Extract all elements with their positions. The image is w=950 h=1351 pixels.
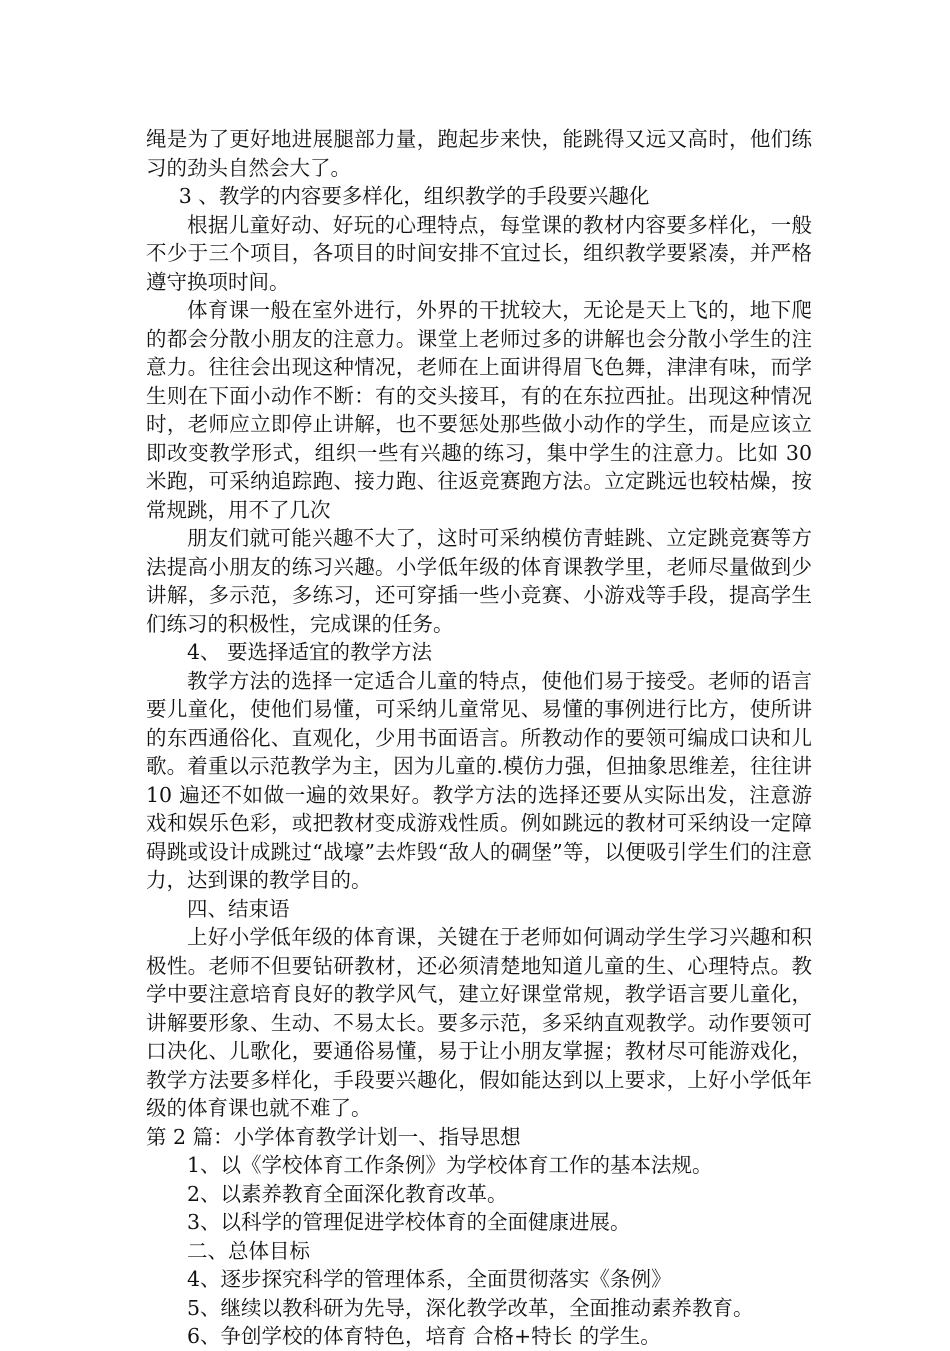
- list-item-2: 2、以素养教育全面深化教育改革。: [187, 1181, 508, 1206]
- paragraph-methods: 教学方法的选择一定适合儿童的特点，使他们易于接受。老师的语言要儿童化，使他们易懂，可采纳儿童常见、易懂的事例进行比方，使所讲的东西通俗化、直观化，少用书面语言。所教动作的要领可编成口诀和儿歌。着重以示范教学为主，因为儿童的.模仿力强，但抽象思维差，往往讲 10 遍还不如做一遍的效果好。教学方法的选择还要从实际出发，注意游戏和娱乐色彩，或把教材变成游戏性质。例如跳远的教材可采纳设一定障碍跳或设计成跳过“战壕”去炸毁“敌人的碉堡”等，以便吸引学生们的注意力，达到课的教学目的。: [146, 668, 812, 892]
- paragraph-continuation: 绳是为了更好地进展腿部力量，跑起步来快，能跳得又远又高时，他们练习的劲头自然会大了。: [146, 127, 812, 180]
- heading-goals: 二、总体目标: [187, 1238, 310, 1263]
- heading-part-2: 第 2 篇：小学体育教学计划一、指导思想: [146, 1124, 521, 1149]
- list-item-5: 5、继续以教科研为先导，深化教学改革，全面推动素养教育。: [187, 1295, 754, 1320]
- list-item-1: 1、以《学校体育工作条例》为学校体育工作的基本法规。: [187, 1153, 713, 1177]
- document-page: [146, 125, 812, 1351]
- paragraph-diversity: 根据儿童好动、好玩的心理特点，每堂课的教材内容要多样化，一般不少于三个项目，各项目的时间安排不宜过长，组织教学要紧凑，并严格遵守换项时间。: [146, 212, 812, 294]
- heading-item-4: 4、 要选择适宜的教学方法: [187, 640, 433, 664]
- heading-conclusion: 四、结束语: [187, 896, 290, 921]
- list-item-6: 6、争创学校的体育特色，培育 合格+特长 的学生。: [187, 1324, 661, 1348]
- paragraph-conclusion: 上好小学低年级的体育课，关键在于老师如何调动学生学习兴趣和积极性。老师不但要钻研教材，还必须清楚地知道儿童的生、心理特点。教学中要注意培育良好的教学风气，建立好课堂常规，教学语言要儿童化，讲解要形象、生动、不易太长。要多示范，多采纳直观教学。动作要领可口决化、儿歌化，要通俗易懂，易于让小朋友掌握；教材尽可能游戏化，教学方法要多样化，手段要兴趣化，假如能达到以上要求，上好小学低年级的体育课也就不难了。: [146, 925, 812, 1120]
- paragraph-interest: 朋友们就可能兴趣不大了，这时可采纳模仿青蛙跳、立定跳竞赛等方法提高小朋友的练习兴趣。小学低年级的体育课教学里，老师尽量做到少讲解，多示范，多练习，还可穿插一些小竞赛、小游戏等手段，提高学生们练习的积极性，完成课的任务。: [146, 526, 812, 636]
- list-item-3: 3、以科学的管理促进学校体育的全面健康进展。: [187, 1210, 631, 1234]
- heading-item-3: 3 、教学的内容要多样化，组织教学的手段要兴趣化: [178, 184, 650, 208]
- list-item-4: 4、逐步探究科学的管理体系，全面贯彻落实《条例》: [187, 1267, 672, 1291]
- paragraph-outdoor: 体育课一般在室外进行，外界的干扰较大，无论是天上飞的，地下爬的都会分散小朋友的注意力。课堂上老师过多的讲解也会分散小学生的注意力。往往会出现这种情况，老师在上面讲得眉飞色舞，津津有味，而学生则在下面小动作不断：有的交头接耳，有的在东拉西扯。出现这种情况时，老师应立即停止讲解，也不要惩处那些做小动作的学生，而是应该立即改变教学形式，组织一些有兴趣的练习，集中学生的注意力。比如 30 米跑，可采纳追踪跑、接力跑、往返竞赛跑方法。立定跳远也较枯燥，按常规跳，用不了几次: [146, 298, 812, 522]
